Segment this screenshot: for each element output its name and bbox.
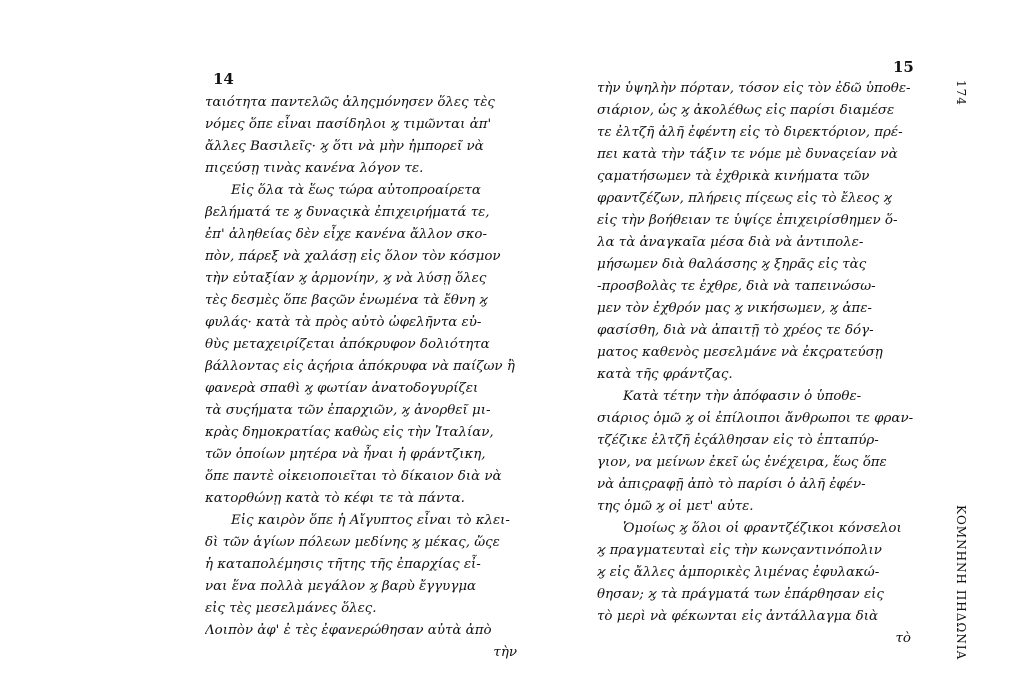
text-line: κρὰς δημοκρατίας καθὼς εἰς τὴν Ἰταλίαν, [205, 425, 494, 440]
text-line: τὸ [895, 631, 911, 646]
running-title [952, 505, 972, 661]
text-line: τὰ συςήματα τῶν ἐπαρχιῶν, ϗ ἀνορθεῖ μι- [205, 403, 491, 418]
right-page-text [597, 78, 917, 650]
text-line: φασίσθη, διὰ νὰ ἀπαιτῇ τὸ χρέος τε δόγ- [597, 323, 874, 338]
text-line: φυλάς· κατὰ τὰ πρὸς αὐτὸ ὠφελῆντα εὐ- [205, 315, 482, 330]
text-line: τζέζικε ἐλτζῆ ἐςάλθησαν εἰς τὸ ἑπταπύρ- [597, 433, 879, 448]
text-line: Εἰς καιρὸν ὅπε ἡ Αἴγυπτος εἶναι τὸ κλει- [231, 513, 510, 528]
text-line: Κατὰ τέτην τὴν ἀπόφασιν ὁ ὑποθε- [623, 389, 862, 404]
text-line: βάλλοντας εἰς ἀςήρια ἀπόκρυφα νὰ παίζων ἢ [205, 359, 515, 374]
text-line: εἰς τὴν βοήθειαν τε ὑψίςε ἐπιχειρίσθημεν ὅ- [597, 213, 898, 228]
text-line: φανερὰ σπαθὶ ϗ φωτίαν ἀνατοδογυρίζει [205, 381, 479, 396]
text-line: γιον, να μείνων ἐκεῖ ὡς ἐνέχειρα, ἕως ὅπε [597, 455, 887, 470]
text-line: ταιότητα παντελῶς ἀληςμόνησεν ὅλες τὲς [205, 95, 495, 110]
text-line: μήσωμεν διὰ θαλάσσης ϗ ξηρᾶς εἰς τὰς [597, 257, 867, 272]
text-line: τὴν [493, 645, 517, 660]
text-line: τὴν ὑψηλὴν πόρταν, τόσον εἰς τὸν ἐδῶ ὑποθε- [597, 81, 911, 96]
text-line: ἄλλες Βασιλεῖς· ϗ ὅτι νὰ μὴν ἠμπορεῖ νὰ [205, 139, 484, 154]
text-line: ματος καθενὸς μεσελμάνε νὰ ἐκςρατεύσῃ [597, 345, 883, 360]
text-line: τὲς δεσμὲς ὅπε βαςῶν ἑνωμένα τὰ ἔθνη ϗ [205, 293, 488, 308]
text-line: ςαματήσωμεν τὰ ἐχθρικὰ κινήματα τῶν [597, 169, 870, 184]
text-line: νόμες ὅπε εἶναι πασίδηλοι ϗ τιμῶνται ἀπ' [205, 117, 492, 132]
running-title-text: ΚΟΜΝΗΝΗ ΠΗΔΩΝΙΑ [954, 505, 968, 661]
margin-page-note [952, 80, 972, 120]
text-line: κατὰ τῆς φράντζας. [597, 367, 733, 382]
text-line: τε ἐλτζῆ ἀλῆ ἐφέντη εἰς τὸ διρεκτόριον, πρέ- [597, 125, 903, 140]
text-line: δὶ τῶν ἁγίων πόλεων μεδίνης ϗ μέκας, ὥςε [205, 535, 500, 550]
text-line: σιάριον, ὡς ϗ ἀκολέθως εἰς παρίσι διαμέσε [597, 103, 895, 118]
text-line: θὺς μεταχειρίζεται ἀπόκρυφον δολιότητα [205, 337, 490, 352]
text-line: Ὁμοίως ϗ ὅλοι οἱ φραντζέζικοι κόνσελοι [623, 521, 902, 536]
text-line: πιςεύσῃ τινὰς κανένα λόγον τε. [205, 161, 424, 176]
text-line: τὴν εὐταξίαν ϗ ἁρμονίην, ϗ νὰ λύσῃ ὅλες [205, 271, 487, 286]
text-line: βελήματά τε ϗ δυναςικὰ ἐπιχειρήματά τε, [205, 205, 490, 220]
margin-page-note-text: 174 [954, 80, 968, 106]
text-line: Λοιπὸν ἀφ' ἐ τὲς ἐφανερώθησαν αὐτὰ ἀπὸ [205, 623, 492, 638]
text-line: ναι ἕνα πολλὰ μεγάλον ϗ βαρὺ ἔγγυγμα [205, 579, 477, 594]
text-line: Εἰς ὅλα τὰ ἕως τώρα αὐτοπροαίρετα [231, 183, 481, 198]
left-page-text [205, 92, 523, 664]
text-line: τὸ μερὶ νὰ φέκωνται εἰς ἀντάλλαγμα διὰ [597, 609, 878, 624]
text-line: κατορθώνῃ κατὰ τὸ κέφι τε τὰ πάντα. [205, 491, 465, 506]
text-line: ὅπε παντὲ οἰκειοποιεῖται τὸ δίκαιον διὰ νὰ [205, 469, 502, 484]
text-line: εἰς τὲς μεσελμάνες ὅλες. [205, 601, 377, 616]
text-line: νὰ ἀπιςραφῇ ἀπὸ τὸ παρίσι ὁ ἀλῆ ἐφέν- [597, 477, 866, 492]
text-line: -προσβολὰς τε ἐχθρε, διὰ νὰ ταπεινώσω- [597, 279, 876, 294]
left-page-number: 14 [213, 70, 234, 88]
text-line: μεν τὸν ἐχθρόν μας ϗ νικήσωμεν, ϗ ἀπε- [597, 301, 872, 316]
text-line: τῶν ὁποίων μητέρα νὰ ἦναι ἡ φράντζικη, [205, 447, 486, 462]
text-line: πει κατὰ τὴν τάξιν τε νόμε μὲ δυναςείαν νὰ [597, 147, 898, 162]
text-line: ϗ εἰς ἄλλες ἀμπορικὲς λιμένας ἐφυλακώ- [597, 565, 880, 580]
text-line: φραντζέζων, πλήρεις πίςεως εἰς τὸ ἔλεος ϗ [597, 191, 892, 206]
text-line: της ὁμῶ ϗ οἱ μετ' αὐτε. [597, 499, 754, 514]
text-line: σιάριος ὁμῶ ϗ οἱ ἐπίλοιποι ἄνθρωποι τε φραν- [597, 411, 914, 426]
text-line: ἐπ' ἀληθείας δὲν εἶχε κανένα ἄλλον σκο- [205, 227, 487, 242]
text-line: πὸν, πάρεξ νὰ χαλάσῃ εἰς ὅλον τὸν κόσμον [205, 249, 501, 264]
text-line: λα τὰ ἀναγκαῖα μέσα διὰ νὰ ἀντιπολε- [597, 235, 864, 250]
right-page-number: 15 [893, 58, 914, 76]
text-line: θησαν; ϗ τὰ πράγματά των ἐπάρθησαν εἰς [597, 587, 884, 602]
text-line: ἡ καταπολέμησις τῆτης τῆς ἐπαρχίας εἶ- [205, 557, 481, 572]
text-line: ϗ πραγματευταὶ εἰς τὴν κωνςαντινόπολιν [597, 543, 882, 558]
